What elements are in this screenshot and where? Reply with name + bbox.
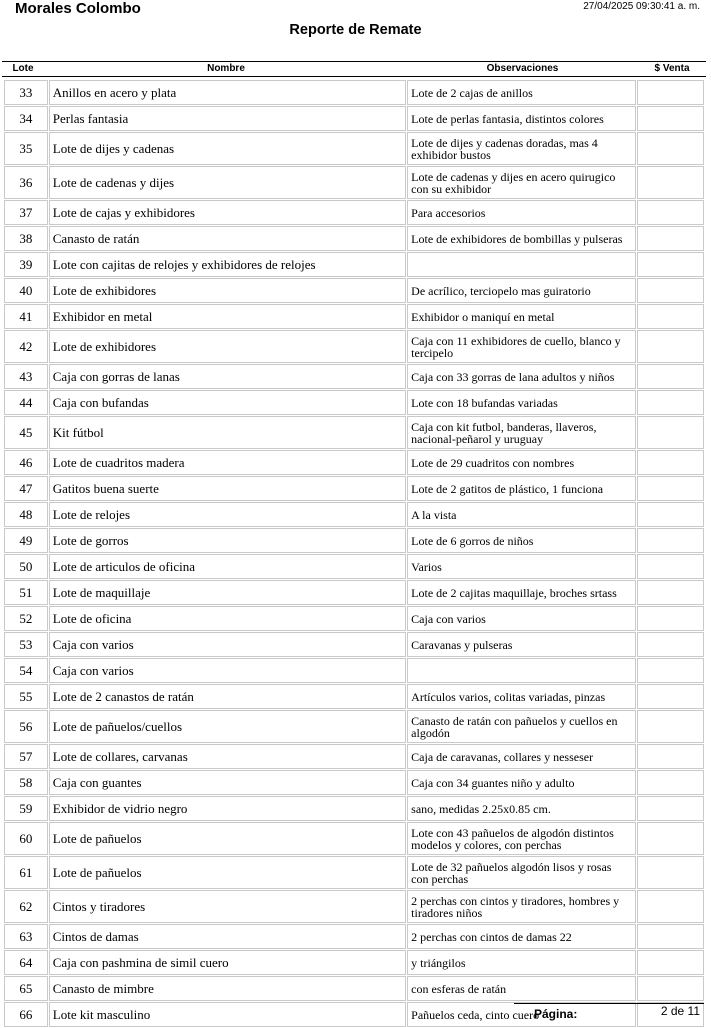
lote-cell: 53 [4,632,48,657]
nombre-cell: Lote de cajas y exhibidores [49,200,406,225]
lote-cell: 50 [4,554,48,579]
lote-cell: 48 [4,502,48,527]
company-name: Morales Colombo [15,0,141,17]
observaciones-cell: Pañuelos ceda, cinto cuero [407,1002,635,1027]
table-row [4,166,704,199]
nombre-cell: Lote de cuadritos madera [49,450,406,475]
lote-cell: 35 [4,132,48,165]
nombre-cell: Anillos en acero y plata [49,80,406,105]
lote-cell: 59 [4,796,48,821]
observaciones-cell: Para accesorios [407,200,635,225]
report-title: Reporte de Remate [289,22,422,38]
observaciones-cell: Lote de exhibidores de bombillas y pulseras [407,226,635,251]
nombre-cell: Caja con guantes [49,770,406,795]
venta-cell [637,710,704,743]
venta-cell [637,106,704,131]
observaciones-cell: 2 perchas con cintos de damas 22 [407,924,635,949]
lote-cell: 64 [4,950,48,975]
venta-cell [637,658,704,683]
nombre-cell: Lote de cadenas y dijes [49,166,406,199]
venta-cell [637,226,704,251]
observaciones-cell [407,658,635,683]
observaciones-cell: Caja con varios [407,606,635,631]
observaciones-cell: Lote de 29 cuadritos con nombres [407,450,635,475]
table-row [4,252,704,277]
lote-cell: 33 [4,80,48,105]
nombre-cell: Caja con gorras de lanas [49,364,406,389]
nombre-cell: Caja con pashmina de simil cuero [49,950,406,975]
nombre-cell: Exhibidor de vidrio negro [49,796,406,821]
nombre-cell: Lote con cajitas de relojes y exhibidores de relojes [49,252,406,277]
nombre-cell: Lote de oficina [49,606,406,631]
lote-cell: 43 [4,364,48,389]
table-row [4,390,704,415]
observaciones-cell: Lote de 2 cajitas maquillaje, broches srtass [407,580,635,605]
lote-cell: 49 [4,528,48,553]
nombre-cell: Lote de relojes [49,502,406,527]
lote-cell: 63 [4,924,48,949]
lote-cell: 66 [4,1002,48,1027]
observaciones-cell: Lote con 43 pañuelos de algodón distintos modelos y colores, con perchas [407,822,635,855]
observaciones-cell: Lote con 18 bufandas variadas [407,390,635,415]
lote-cell: 37 [4,200,48,225]
table-row [4,924,704,949]
venta-cell [637,476,704,501]
venta-cell [637,632,704,657]
venta-cell [637,606,704,631]
nombre-cell: Lote de maquillaje [49,580,406,605]
nombre-cell: Caja con varios [49,658,406,683]
lote-cell: 39 [4,252,48,277]
table-row [4,226,704,251]
nombre-cell: Canasto de mimbre [49,976,406,1001]
nombre-cell: Lote de exhibidores [49,330,406,363]
venta-cell [637,364,704,389]
nombre-cell: Lote de collares, carvanas [49,744,406,769]
observaciones-cell: Lote de 6 gorros de niños [407,528,635,553]
observaciones-cell: Caja con 11 exhibidores de cuello, blanco y tercipelo [407,330,635,363]
lote-cell: 61 [4,856,48,889]
observaciones-cell: Lote de cadenas y dijes en acero quirugico con su exhibidor [407,166,635,199]
observaciones-cell: sano, medidas 2.25x0.85 cm. [407,796,635,821]
nombre-cell: Cintos de damas [49,924,406,949]
nombre-cell: Lote de 2 canastos de ratán [49,684,406,709]
lote-cell: 46 [4,450,48,475]
nombre-cell: Gatitos buena suerte [49,476,406,501]
lote-cell: 51 [4,580,48,605]
observaciones-cell: Caja con kit futbol, banderas, llaveros, nacional-peñarol y uruguay [407,416,635,449]
nombre-cell: Lote de gorros [49,528,406,553]
lote-cell: 60 [4,822,48,855]
venta-cell [637,950,704,975]
column-header-nombre: Nombre [207,63,245,74]
lote-cell: 34 [4,106,48,131]
lote-cell: 36 [4,166,48,199]
venta-cell [637,390,704,415]
lots-table [3,79,705,1028]
venta-cell [637,890,704,923]
nombre-cell: Caja con bufandas [49,390,406,415]
observaciones-cell: Lote de dijes y cadenas doradas, mas 4 exhibidor bustos [407,132,635,165]
table-row [4,890,704,923]
table-row [4,632,704,657]
nombre-cell: Lote kit masculino [49,1002,406,1027]
lote-cell: 52 [4,606,48,631]
lote-cell: 47 [4,476,48,501]
table-row [4,710,704,743]
nombre-cell: Lote de dijes y cadenas [49,132,406,165]
nombre-cell: Lote de pañuelos [49,856,406,889]
venta-cell [637,416,704,449]
lote-cell: 42 [4,330,48,363]
table-row [4,80,704,105]
nombre-cell: Lote de exhibidores [49,278,406,303]
table-row [4,304,704,329]
observaciones-cell: Canasto de ratán con pañuelos y cuellos en algodón [407,710,635,743]
venta-cell [637,252,704,277]
lote-cell: 55 [4,684,48,709]
venta-cell [637,80,704,105]
page-label: Página: [534,1007,578,1021]
table-row [4,658,704,683]
observaciones-cell: Artículos varios, colitas variadas, pinzas [407,684,635,709]
venta-cell [637,856,704,889]
observaciones-cell [407,252,635,277]
lote-cell: 54 [4,658,48,683]
table-row [4,684,704,709]
nombre-cell: Caja con varios [49,632,406,657]
table-row [4,1002,704,1027]
venta-cell [637,924,704,949]
venta-cell [637,450,704,475]
table-row [4,132,704,165]
venta-cell [637,744,704,769]
table-row [4,554,704,579]
table-row [4,502,704,527]
venta-cell [637,502,704,527]
column-header-lote: Lote [12,63,34,74]
table-row [4,476,704,501]
column-headers [2,62,706,76]
observaciones-cell: Lote de 2 cajas de anillos [407,80,635,105]
nombre-cell: Cintos y tiradores [49,890,406,923]
venta-cell [637,554,704,579]
table-row [4,822,704,855]
observaciones-cell: Lote de 32 pañuelos algodón lisos y rosas con perchas [407,856,635,889]
venta-cell [637,166,704,199]
table-row [4,744,704,769]
header-rule-bottom [2,76,706,77]
nombre-cell: Canasto de ratán [49,226,406,251]
observaciones-cell: De acrílico, terciopelo mas guiratorio [407,278,635,303]
venta-cell [637,580,704,605]
table-row [4,606,704,631]
observaciones-cell: Caravanas y pulseras [407,632,635,657]
table-row [4,278,704,303]
venta-cell [637,796,704,821]
table-row [4,976,704,1001]
lote-cell: 65 [4,976,48,1001]
table-row [4,416,704,449]
venta-cell [637,684,704,709]
table-row [4,106,704,131]
observaciones-cell: Caja con 34 guantes niño y adulto [407,770,635,795]
nombre-cell: Kit fútbol [49,416,406,449]
venta-cell [637,200,704,225]
venta-cell [637,278,704,303]
report-timestamp: 27/04/2025 09:30:41 a. m. [583,1,700,12]
table-row [4,770,704,795]
column-header-venta: $ Venta [654,63,690,74]
table-row [4,364,704,389]
venta-cell [637,330,704,363]
observaciones-cell: Caja de caravanas, collares y nesseser [407,744,635,769]
lote-cell: 56 [4,710,48,743]
venta-cell [637,304,704,329]
lote-cell: 40 [4,278,48,303]
nombre-cell: Lote de pañuelos [49,822,406,855]
column-header-observaciones: Observaciones [486,63,559,74]
observaciones-cell: y triángilos [407,950,635,975]
lote-cell: 44 [4,390,48,415]
venta-cell [637,528,704,553]
venta-cell [637,822,704,855]
observaciones-cell: Caja con 33 gorras de lana adultos y niños [407,364,635,389]
table-row [4,200,704,225]
nombre-cell: Perlas fantasia [49,106,406,131]
lote-cell: 58 [4,770,48,795]
nombre-cell: Lote de articulos de oficina [49,554,406,579]
venta-cell [637,976,704,1001]
lote-cell: 57 [4,744,48,769]
nombre-cell: Exhibidor en metal [49,304,406,329]
observaciones-cell: Varios [407,554,635,579]
table-row [4,856,704,889]
observaciones-cell: A la vista [407,502,635,527]
table-row [4,528,704,553]
observaciones-cell: Lote de 2 gatitos de plástico, 1 funciona [407,476,635,501]
page-number: 2 de 11 [660,1004,700,1018]
observaciones-cell: Lote de perlas fantasia, distintos colores [407,106,635,131]
lote-cell: 41 [4,304,48,329]
table-row [4,580,704,605]
observaciones-cell: 2 perchas con cintos y tiradores, hombres y tiradores niños [407,890,635,923]
venta-cell [637,132,704,165]
observaciones-cell: con esferas de ratán [407,976,635,1001]
table-row [4,796,704,821]
lots-table-body [4,80,704,1027]
venta-cell [637,770,704,795]
observaciones-cell: Exhibidor o maniquí en metal [407,304,635,329]
lote-cell: 38 [4,226,48,251]
table-row [4,330,704,363]
nombre-cell: Lote de pañuelos/cuellos [49,710,406,743]
table-row [4,950,704,975]
lote-cell: 45 [4,416,48,449]
table-row [4,450,704,475]
lote-cell: 62 [4,890,48,923]
